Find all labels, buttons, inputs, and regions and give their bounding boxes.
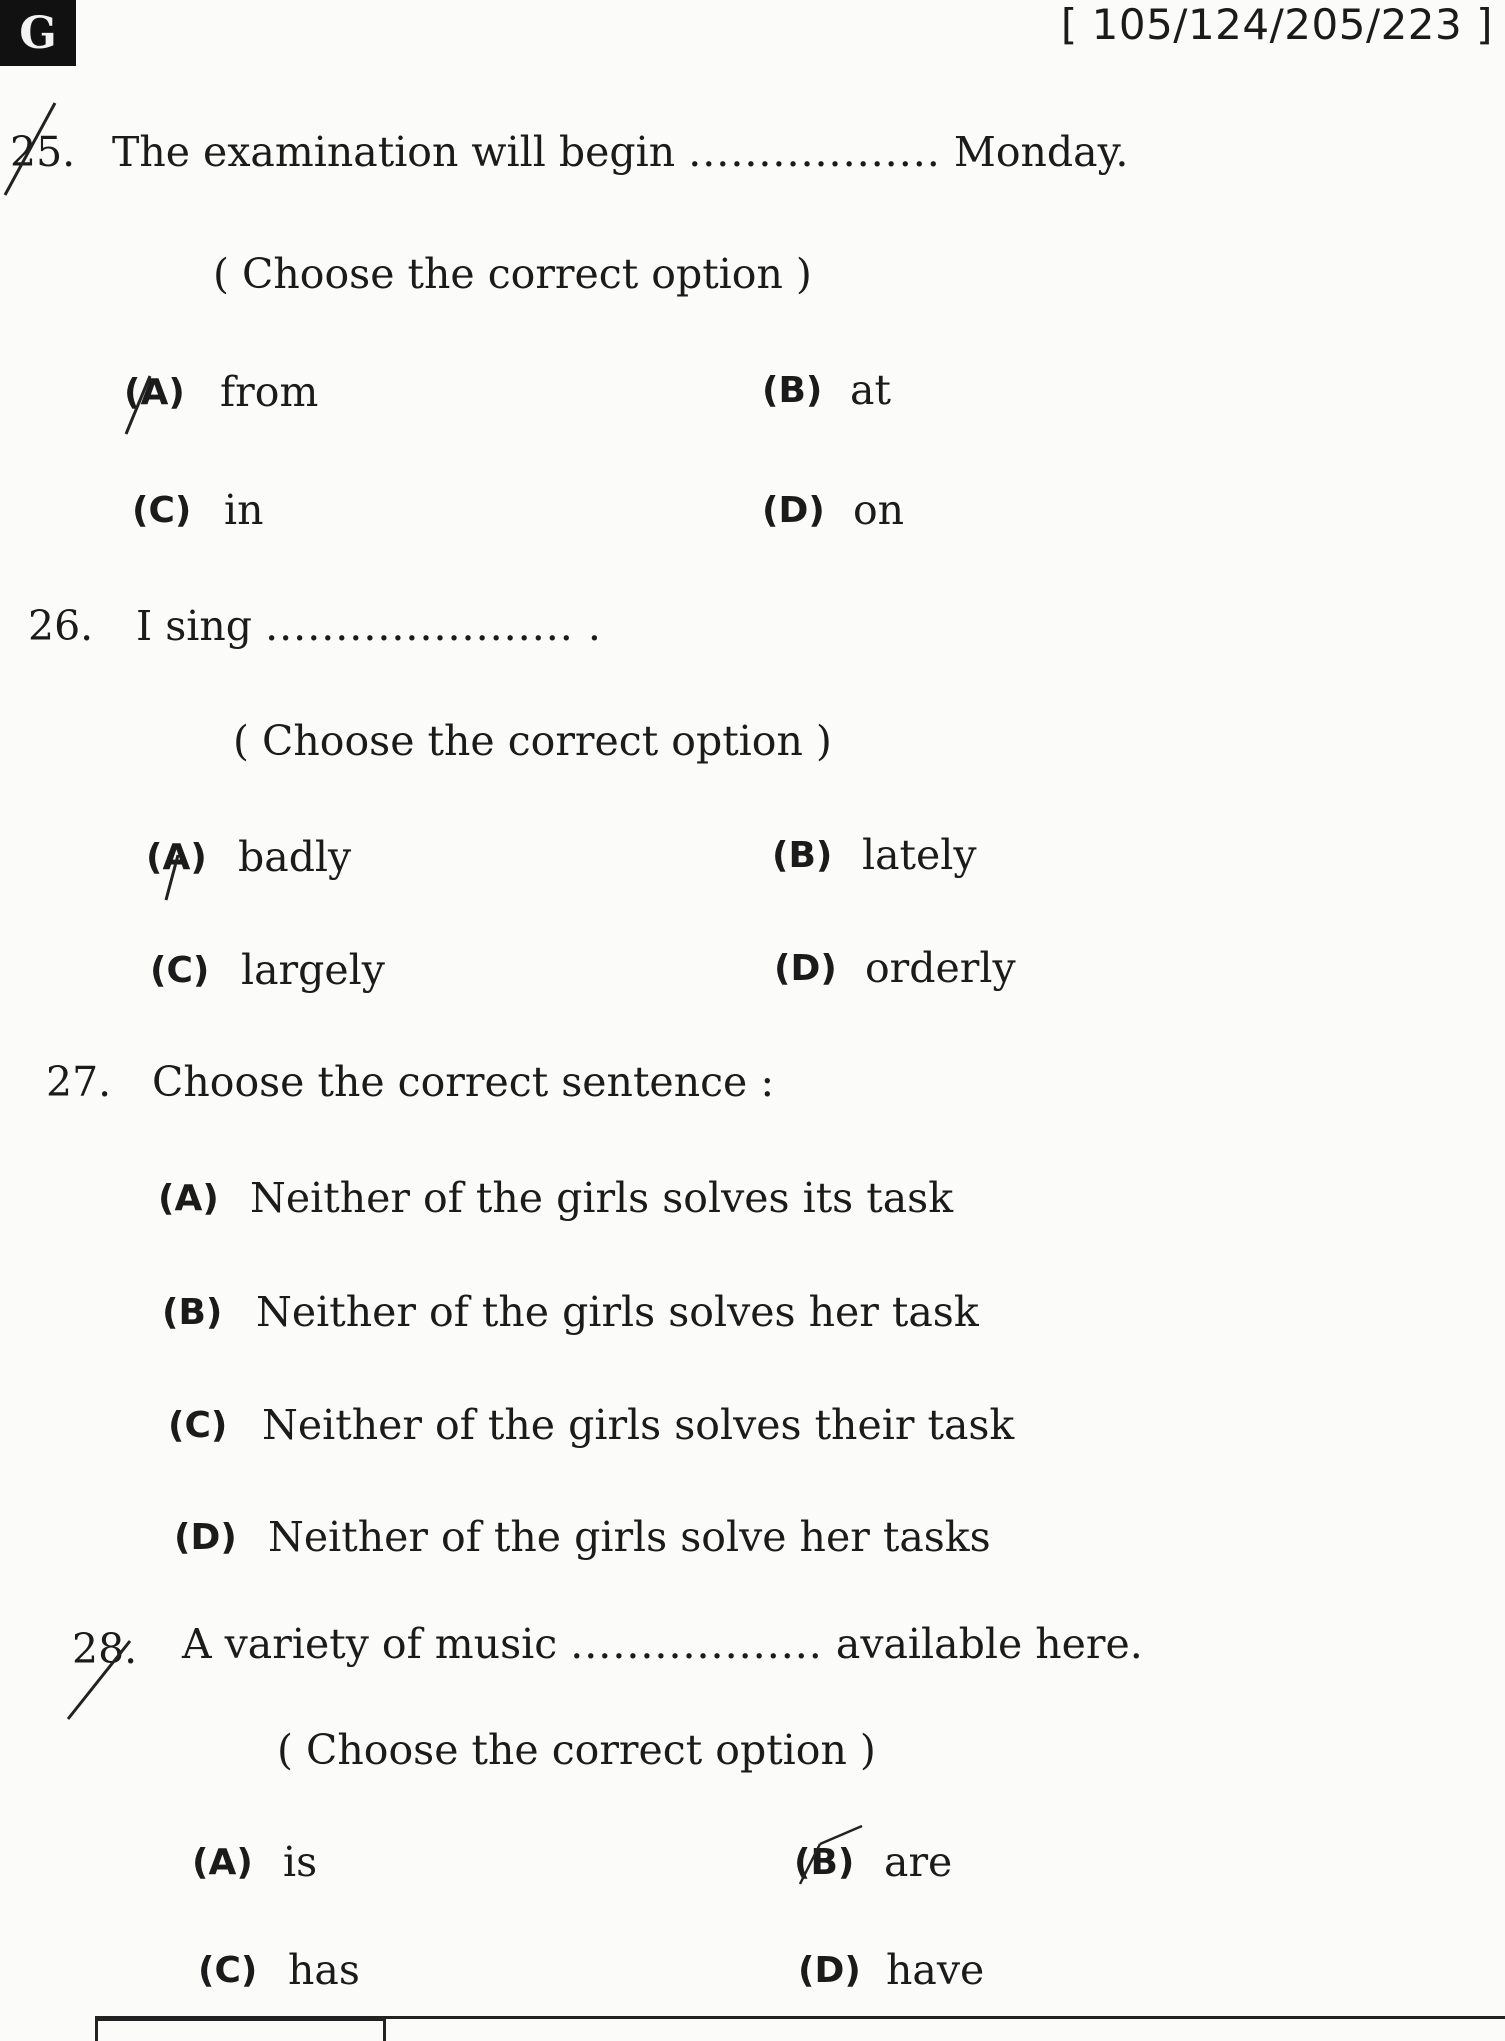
option-text[interactable]: are: [884, 1838, 953, 1886]
option-letter: (A): [124, 372, 185, 413]
question-instruction: ( Choose the correct option ): [233, 717, 832, 765]
option-text[interactable]: Neither of the girls solves her task: [256, 1288, 979, 1336]
question-instruction: ( Choose the correct option ): [277, 1726, 876, 1774]
option-text[interactable]: in: [224, 486, 264, 534]
option-letter: (B): [794, 1842, 855, 1883]
option-text[interactable]: largely: [241, 946, 385, 994]
question-stem: [182, 1620, 1143, 1668]
option-text[interactable]: on: [853, 486, 905, 534]
blank-dots: ..................: [570, 1620, 823, 1668]
option-letter: (C): [168, 1405, 228, 1446]
question-instruction: ( Choose the correct option ): [213, 250, 812, 298]
option-letter: (D): [798, 1950, 861, 1991]
option-text[interactable]: orderly: [865, 944, 1016, 992]
option-letter: (A): [146, 837, 207, 878]
option-letter: (B): [762, 370, 823, 411]
question-number: 28.: [72, 1625, 138, 1673]
question-number: 25.: [10, 128, 76, 176]
question-stem: Choose the correct sentence :: [152, 1058, 775, 1106]
option-text[interactable]: Neither of the girls solves their task: [262, 1401, 1015, 1449]
option-text[interactable]: at: [850, 366, 891, 414]
option-text[interactable]: is: [283, 1838, 318, 1886]
option-text[interactable]: have: [886, 1946, 985, 1994]
option-text[interactable]: Neither of the girls solve her tasks: [268, 1513, 991, 1561]
option-letter: (A): [158, 1178, 219, 1219]
stem-text: available here.: [835, 1620, 1143, 1668]
option-text[interactable]: from: [220, 368, 319, 416]
stem-text: A variety of music: [182, 1620, 558, 1668]
option-letter: (D): [174, 1517, 237, 1558]
blank-dots: ...................... .: [265, 602, 602, 650]
option-letter: (C): [150, 950, 210, 991]
option-letter: (B): [162, 1292, 223, 1333]
option-letter: (C): [132, 490, 192, 531]
option-letter: (D): [762, 490, 825, 531]
question-number: 27.: [46, 1058, 112, 1106]
option-letter: (D): [774, 948, 837, 989]
option-text[interactable]: badly: [238, 833, 352, 881]
question-number: 26.: [28, 602, 94, 650]
page-bottom-box: [95, 2018, 386, 2041]
option-letter: (B): [772, 835, 833, 876]
option-letter: (C): [198, 1950, 258, 1991]
question-stem: [112, 128, 1128, 176]
option-text[interactable]: has: [288, 1946, 360, 1994]
stem-text: The examination will begin: [112, 128, 676, 176]
stem-text: I sing: [136, 602, 253, 650]
blank-dots: ..................: [688, 128, 941, 176]
stem-text: Monday.: [953, 128, 1129, 176]
option-letter: (A): [192, 1842, 253, 1883]
option-text[interactable]: lately: [862, 831, 977, 879]
option-text[interactable]: Neither of the girls solves its task: [250, 1174, 954, 1222]
question-stem: [136, 602, 602, 650]
paper-codes: [ 105/124/205/223 ]: [1060, 0, 1493, 49]
series-badge: G: [0, 0, 76, 66]
